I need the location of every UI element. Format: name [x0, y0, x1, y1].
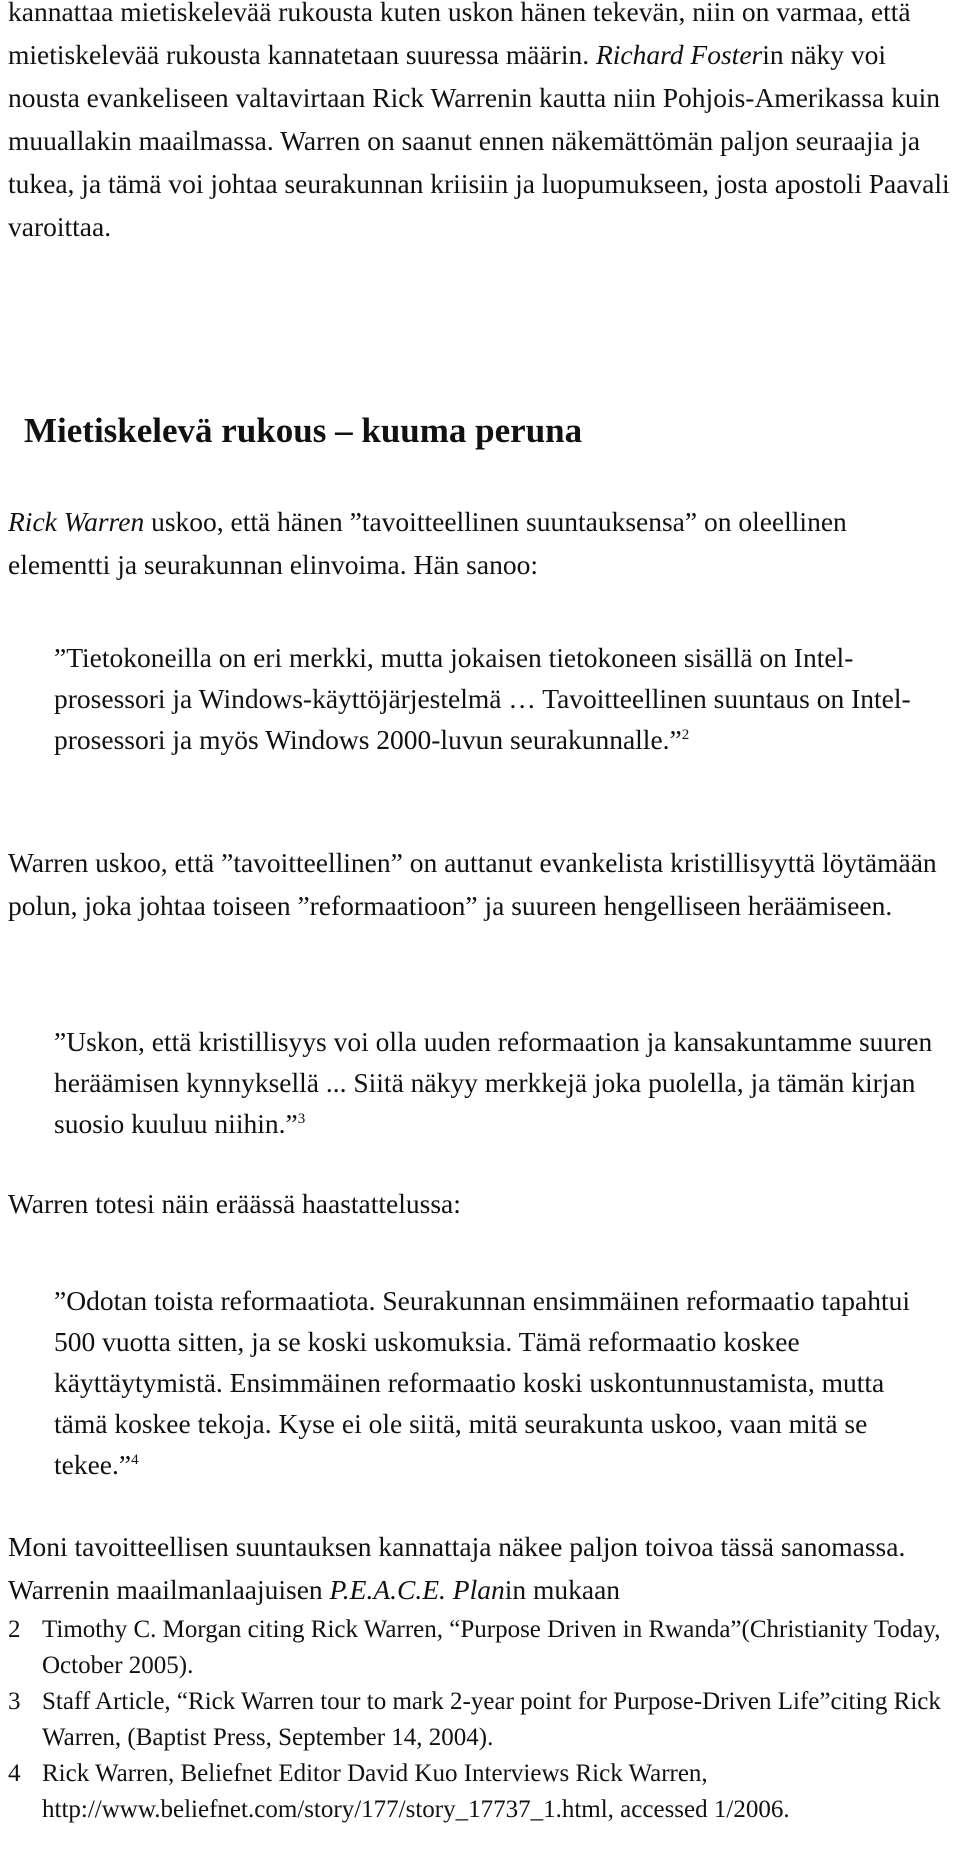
paragraph-4-text-after: in mukaan	[504, 1574, 621, 1605]
footnote-number: 2	[8, 1616, 21, 1643]
quote-2-footnote-ref: 3	[297, 1110, 306, 1127]
footnote-text: Rick Warren, Beliefnet Editor David Kuo Interviews Rick Warren, http://www.beliefnet.com/story/177/story_17737_1.html, accessed 1/2006.	[42, 1760, 790, 1823]
intro-text-before: kannattaa mietiskelevää rukousta kuten uskon hänen tekevän, niin on varmaa, että mietiskelevää rukousta kannatetaan suuressa määrin.	[8, 0, 911, 70]
footnote-number: 3	[8, 1688, 21, 1715]
footnote-number: 4	[8, 1760, 21, 1787]
quote-2	[54, 1021, 934, 1144]
quote-2-text: ”Uskon, että kristillisyys voi olla uuden reformaation ja kansakuntamme suuren heräämisen kynnyksellä ... Siitä näkyy merkkejä joka puolella, ja tämän kirjan suosio kuuluu niihin.”	[54, 1026, 933, 1139]
intro-text-after: in näky voi nousta evankeliseen valtavirtaan Rick Warrenin kautta niin Pohjois-Amerikassa kuin muuallakin maailmassa. Warren on saanut ennen näkemättömän paljon seuraajia ja tukea, ja tämä voi johtaa seurakunnan kriisiin ja luopumukseen, josta apostoli Paavali varoittaa.	[8, 39, 950, 242]
intro-italic-name: Richard Foster	[595, 39, 763, 70]
quote-3-text: ”Odotan toista reformaatiota. Seurakunnan ensimmäinen reformaatio tapahtui 500 vuotta sitten, ja se koski uskomuksia. Tämä reformaatio koskee käyttäytymistä. Ensimmäinen reformaatio koski uskontunnustamista, mutta tämä koskee tekoja. Kyse ei ole siitä, mitä seurakunta uskoo, vaan mitä se tekee.”	[54, 1285, 911, 1480]
quote-3	[54, 1280, 934, 1485]
footnotes	[8, 1612, 953, 1828]
quote-1-footnote-ref: 2	[681, 726, 690, 743]
footnote-item	[8, 1612, 953, 1684]
quote-3-footnote-ref: 4	[131, 1451, 139, 1468]
paragraph-4-italic: P.E.A.C.E. Plan	[329, 1574, 505, 1605]
paragraph-4-text-before: Moni tavoitteellisen suuntauksen kannattaja näkee paljon toivoa tässä sanomassa. Warrenin maailmanlaajuisen	[8, 1531, 906, 1605]
footnote-text: Timothy C. Morgan citing Rick Warren, “Purpose Driven in Rwanda”(Christianity Today, October 2005).	[42, 1616, 941, 1679]
paragraph-2: Warren uskoo, että ”tavoitteellinen” on auttanut evankelista kristillisyyttä löytämään polun, joka johtaa toiseen ”reformaatioon” ja suureen hengelliseen heräämiseen.	[8, 847, 937, 921]
footnote-text: Staff Article, “Rick Warren tour to mark 2-year point for Purpose-Driven Life”citing Rick Warren, (Baptist Press, September 14, 2004).	[42, 1688, 941, 1751]
paragraph-4	[8, 1525, 953, 1611]
paragraph-1	[8, 500, 953, 586]
paragraph-1-text: uskoo, että hänen ”tavoitteellinen suuntauksensa” on oleellinen elementti ja seurakunnan elinvoima. Hän sanoo:	[8, 506, 847, 580]
footnote-item	[8, 1756, 953, 1828]
paragraph-3: Warren totesi näin eräässä haastattelussa:	[8, 1188, 461, 1219]
section-heading: Mietiskelevä rukous – kuuma peruna	[24, 411, 583, 450]
footnote-item	[8, 1684, 953, 1756]
quote-1-text: ”Tietokoneilla on eri merkki, mutta jokaisen tietokoneen sisällä on Intel-prosessori ja Windows-käyttöjärjestelmä … Tavoitteellinen suuntaus on Intel-prosessori ja myös Windows 2000-luvun seurakunnalle.”	[54, 642, 911, 755]
quote-1	[54, 637, 934, 760]
intro-paragraph	[8, 0, 953, 248]
paragraph-1-italic-name: Rick Warren	[8, 506, 145, 537]
